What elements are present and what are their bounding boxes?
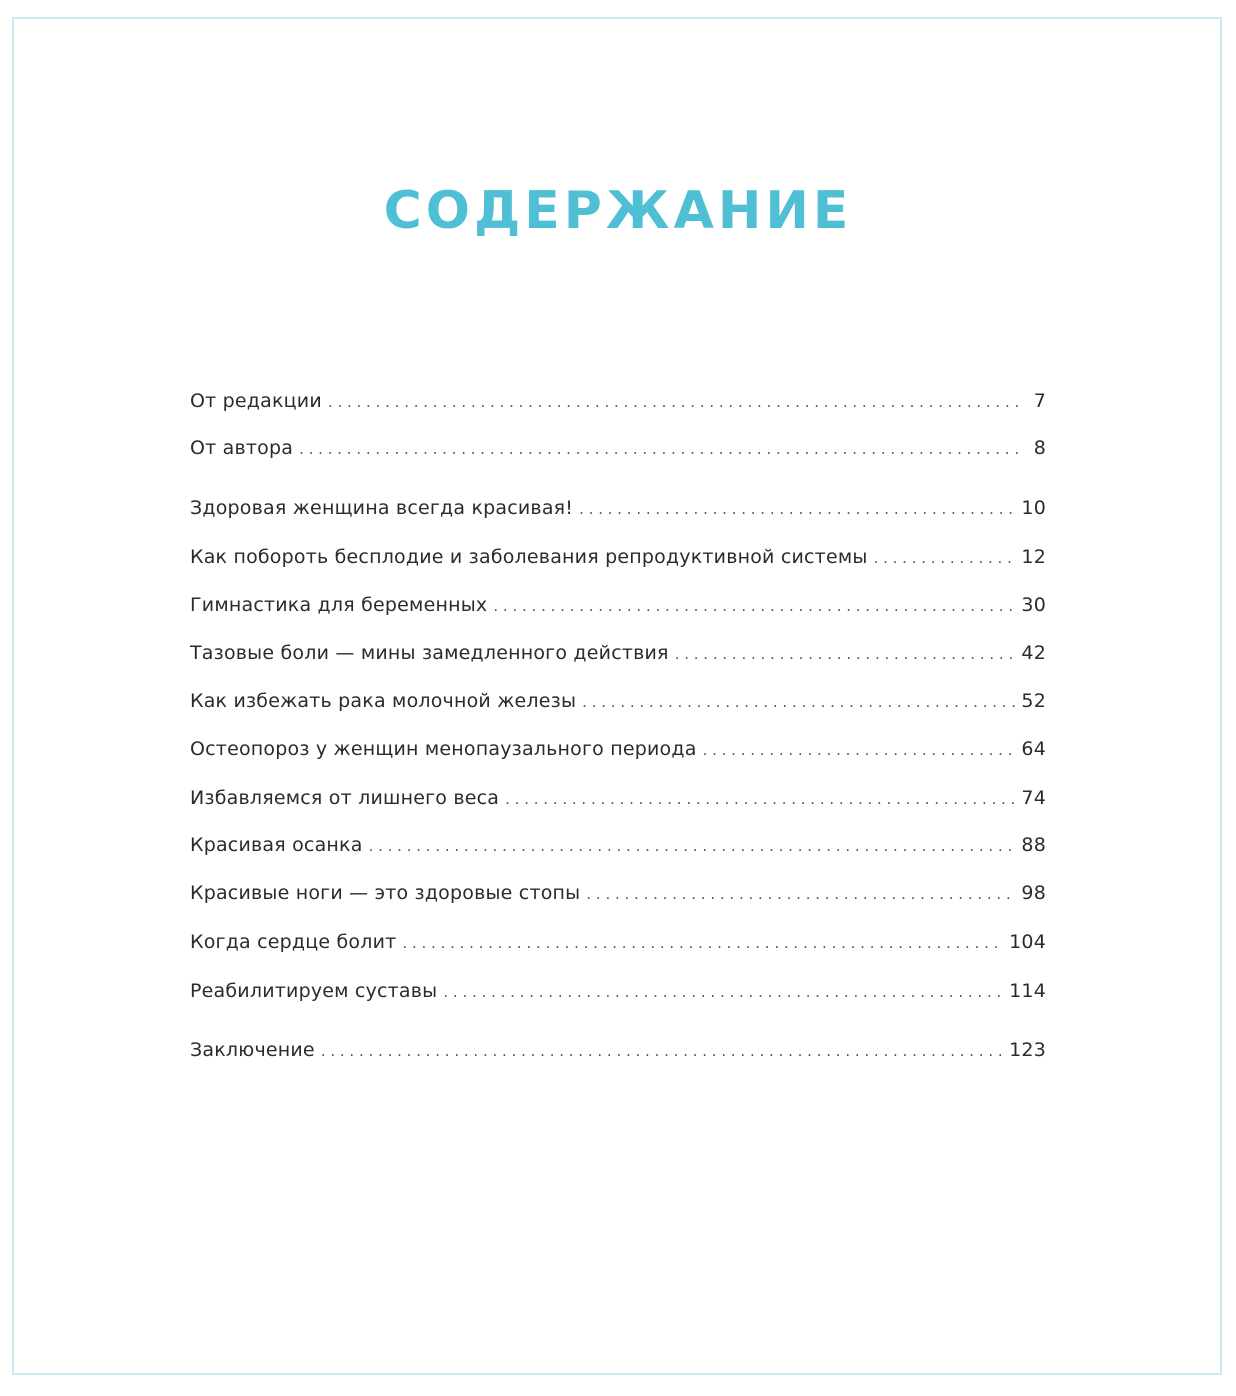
toc-entry[interactable] (190, 927, 1046, 957)
toc-entry-label: Заключение (190, 1039, 315, 1061)
toc-entry-label: Красивая осанка (190, 834, 363, 856)
toc-entry-page: 7 (1033, 390, 1046, 412)
toc-leader-dots (579, 494, 1015, 524)
toc-entry-label: Красивые ноги — это здоровые стопы (190, 882, 581, 904)
toc-entry-label: Остеопороз у женщин менопаузального периода (190, 738, 697, 760)
toc-leader-dots (328, 387, 1024, 417)
toc-entry[interactable] (190, 783, 1046, 813)
toc-entry-label: Как побороть бесплодие и заболевания репродуктивной системы (190, 546, 868, 568)
toc-leader-dots (443, 977, 1003, 1007)
toc-entry-page: 12 (1021, 546, 1046, 568)
toc-entry-label: Когда сердце болит (190, 931, 397, 953)
toc-entry[interactable] (190, 686, 1046, 716)
toc-leader-dots (874, 543, 1016, 573)
toc-leader-dots (586, 879, 1015, 909)
toc-entry[interactable] (190, 542, 1046, 572)
toc-entry-page: 30 (1021, 594, 1046, 616)
toc-entry[interactable] (190, 433, 1046, 463)
toc-leader-dots (505, 784, 1015, 814)
toc-entry[interactable] (190, 590, 1046, 620)
toc-leader-dots (675, 639, 1016, 669)
toc-entry-label: Гимнастика для беременных (190, 594, 488, 616)
toc-entry-label: Избавляемся от лишнего веса (190, 787, 500, 809)
toc-entry-page: 74 (1021, 787, 1046, 809)
toc-entry-page: 8 (1033, 437, 1046, 459)
toc-entry[interactable] (190, 830, 1046, 860)
toc-leader-dots (369, 831, 1016, 861)
toc-leader-dots (299, 434, 1024, 464)
toc-entry[interactable] (190, 976, 1046, 1006)
toc-entry[interactable] (190, 493, 1046, 523)
toc-entry[interactable] (190, 734, 1046, 764)
toc-entry-page: 104 (1009, 931, 1046, 953)
toc-entry-page: 114 (1009, 980, 1046, 1002)
toc-entry-label: Реабилитируем суставы (190, 980, 438, 1002)
toc-entry[interactable] (190, 638, 1046, 668)
toc-leader-dots (703, 735, 1016, 765)
toc-leader-dots (402, 928, 1003, 958)
toc-entry-page: 123 (1009, 1039, 1046, 1061)
toc-entry-label: Как избежать рака молочной железы (190, 690, 577, 712)
toc-entry-page: 64 (1021, 738, 1046, 760)
toc-entry-label: Здоровая женщина всегда красивая! (190, 497, 574, 519)
toc-entry-label: Тазовые боли — мины замедленного действия (190, 642, 669, 664)
toc-leader-dots (493, 591, 1015, 621)
toc-leader-dots (582, 687, 1015, 717)
toc-entry[interactable] (190, 386, 1046, 416)
page-title: СОДЕРЖАНИЕ (383, 181, 853, 241)
toc-entry-page: 42 (1021, 642, 1046, 664)
toc-entry[interactable] (190, 1035, 1046, 1065)
toc-entry[interactable] (190, 878, 1046, 908)
toc-entry-page: 52 (1021, 690, 1046, 712)
toc-leader-dots (321, 1036, 1003, 1066)
toc-entry-page: 88 (1021, 834, 1046, 856)
toc-entry-page: 10 (1021, 497, 1046, 519)
toc-entry-label: От редакции (190, 390, 322, 412)
toc-entry-label: От автора (190, 437, 294, 459)
toc-entry-page: 98 (1021, 882, 1046, 904)
